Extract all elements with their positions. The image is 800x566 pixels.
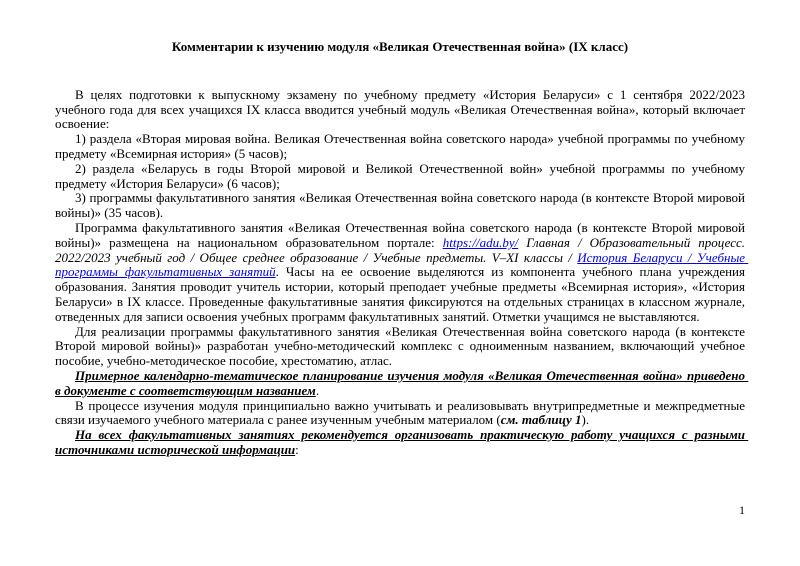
hyperlink-adu-by[interactable]: https://adu.by/ xyxy=(442,234,519,250)
paragraph-list-item-1 xyxy=(55,131,749,162)
emphasized-text-run: Примерное календарно-тематическое планирование изучения модуля «Великая Отечественная война» приведено в документе с соответствующим названием xyxy=(55,367,749,398)
table-reference-text: см. таблицу 1 xyxy=(500,412,582,428)
text-run: Для реализации программы факультативного занятия «Великая Отечественная война советского народа (в контексте Второй мировой войны)» разработан учебно-методический комплекс с одноименным названием, включающий учебное пособие, учебно-методическое пособие, хрестоматию, атлас. xyxy=(55,323,749,369)
text-run: 3) программы факультативного занятия «Великая Отечественная война советского народа (в контексте Второй мировой войны)» (35 часов). xyxy=(55,190,749,221)
paragraph-planning-note xyxy=(55,367,749,399)
text-run: 2) раздела «Беларусь в годы Второй мировой и Великой Отечественной войн» учебной программы по учебному предмету «История Беларуси» (6 часов); xyxy=(55,160,749,191)
page-number: 1 xyxy=(739,503,745,517)
paragraph-program-portal xyxy=(55,219,749,325)
hyperlink-facultative-programs[interactable]: Учебные программы факультативных занятий xyxy=(55,249,749,280)
paragraph-practical-work xyxy=(55,427,749,458)
text-run: : xyxy=(295,441,299,457)
text-run: В процессе изучения модуля принципиально важно учитывать и реализовывать внутрипредметные и межпредметные связи изучаемого учебного материала с ранее изученным учебным материалом ( xyxy=(55,397,749,428)
hyperlink-history-belarus[interactable]: История Беларуси / xyxy=(577,249,697,265)
document-title: Комментарии к изучению модуля «Великая Отечественная война» (IX класс) xyxy=(171,39,629,54)
text-run: ). xyxy=(581,412,590,428)
emphasized-text-run: На всех факультативных занятиях рекомендуется организовать практическую работу учащихся с разными источниками исторической информации xyxy=(55,427,749,457)
text-run: . Часы на ее освоение выделяются из компонента учебного плана учреждения образования. Занятия проводит учитель истории, который преподает учебные предметы «Всемирная история», «История Беларуси» в IX классе. Проведенные факультативные занятия фиксируются на отдельных страницах в классном журнале, отведенных для записи освоения учебных программ факультативных занятий. Отметки учащимся не выставляются. xyxy=(55,264,749,324)
text-run: Программа факультативного занятия «Великая Отечественная война советского народа (в контексте Второй мировой войны)» размещена на национальном образовательном портале: xyxy=(55,219,749,250)
paragraph-list-item-2 xyxy=(55,160,749,192)
paragraph-intro xyxy=(55,86,749,132)
paragraph-connections xyxy=(55,397,749,429)
paragraph-list-item-3 xyxy=(55,190,749,221)
breadcrumb-path-text: Главная / Образовательный процесс. 2022/2023 учебный год / Общее среднее образование / Учебные предметы. V–XI классы / xyxy=(55,234,749,265)
text-run: 1) раздела «Вторая мировая война. Великая Отечественная война советского народа» учебной программы по учебному предмету «Всемирная история» (5 часов); xyxy=(55,131,749,161)
text-run: В целях подготовки к выпускному экзамену по учебному предмету «История Беларуси» с 1 сентября 2022/2023 учебного года для всех учащихся IX класса вводится учебный модуль «Великая Отечественная война», который включает освоение: xyxy=(55,86,749,132)
paragraph-umk xyxy=(55,323,749,369)
text-run: . xyxy=(315,382,320,398)
